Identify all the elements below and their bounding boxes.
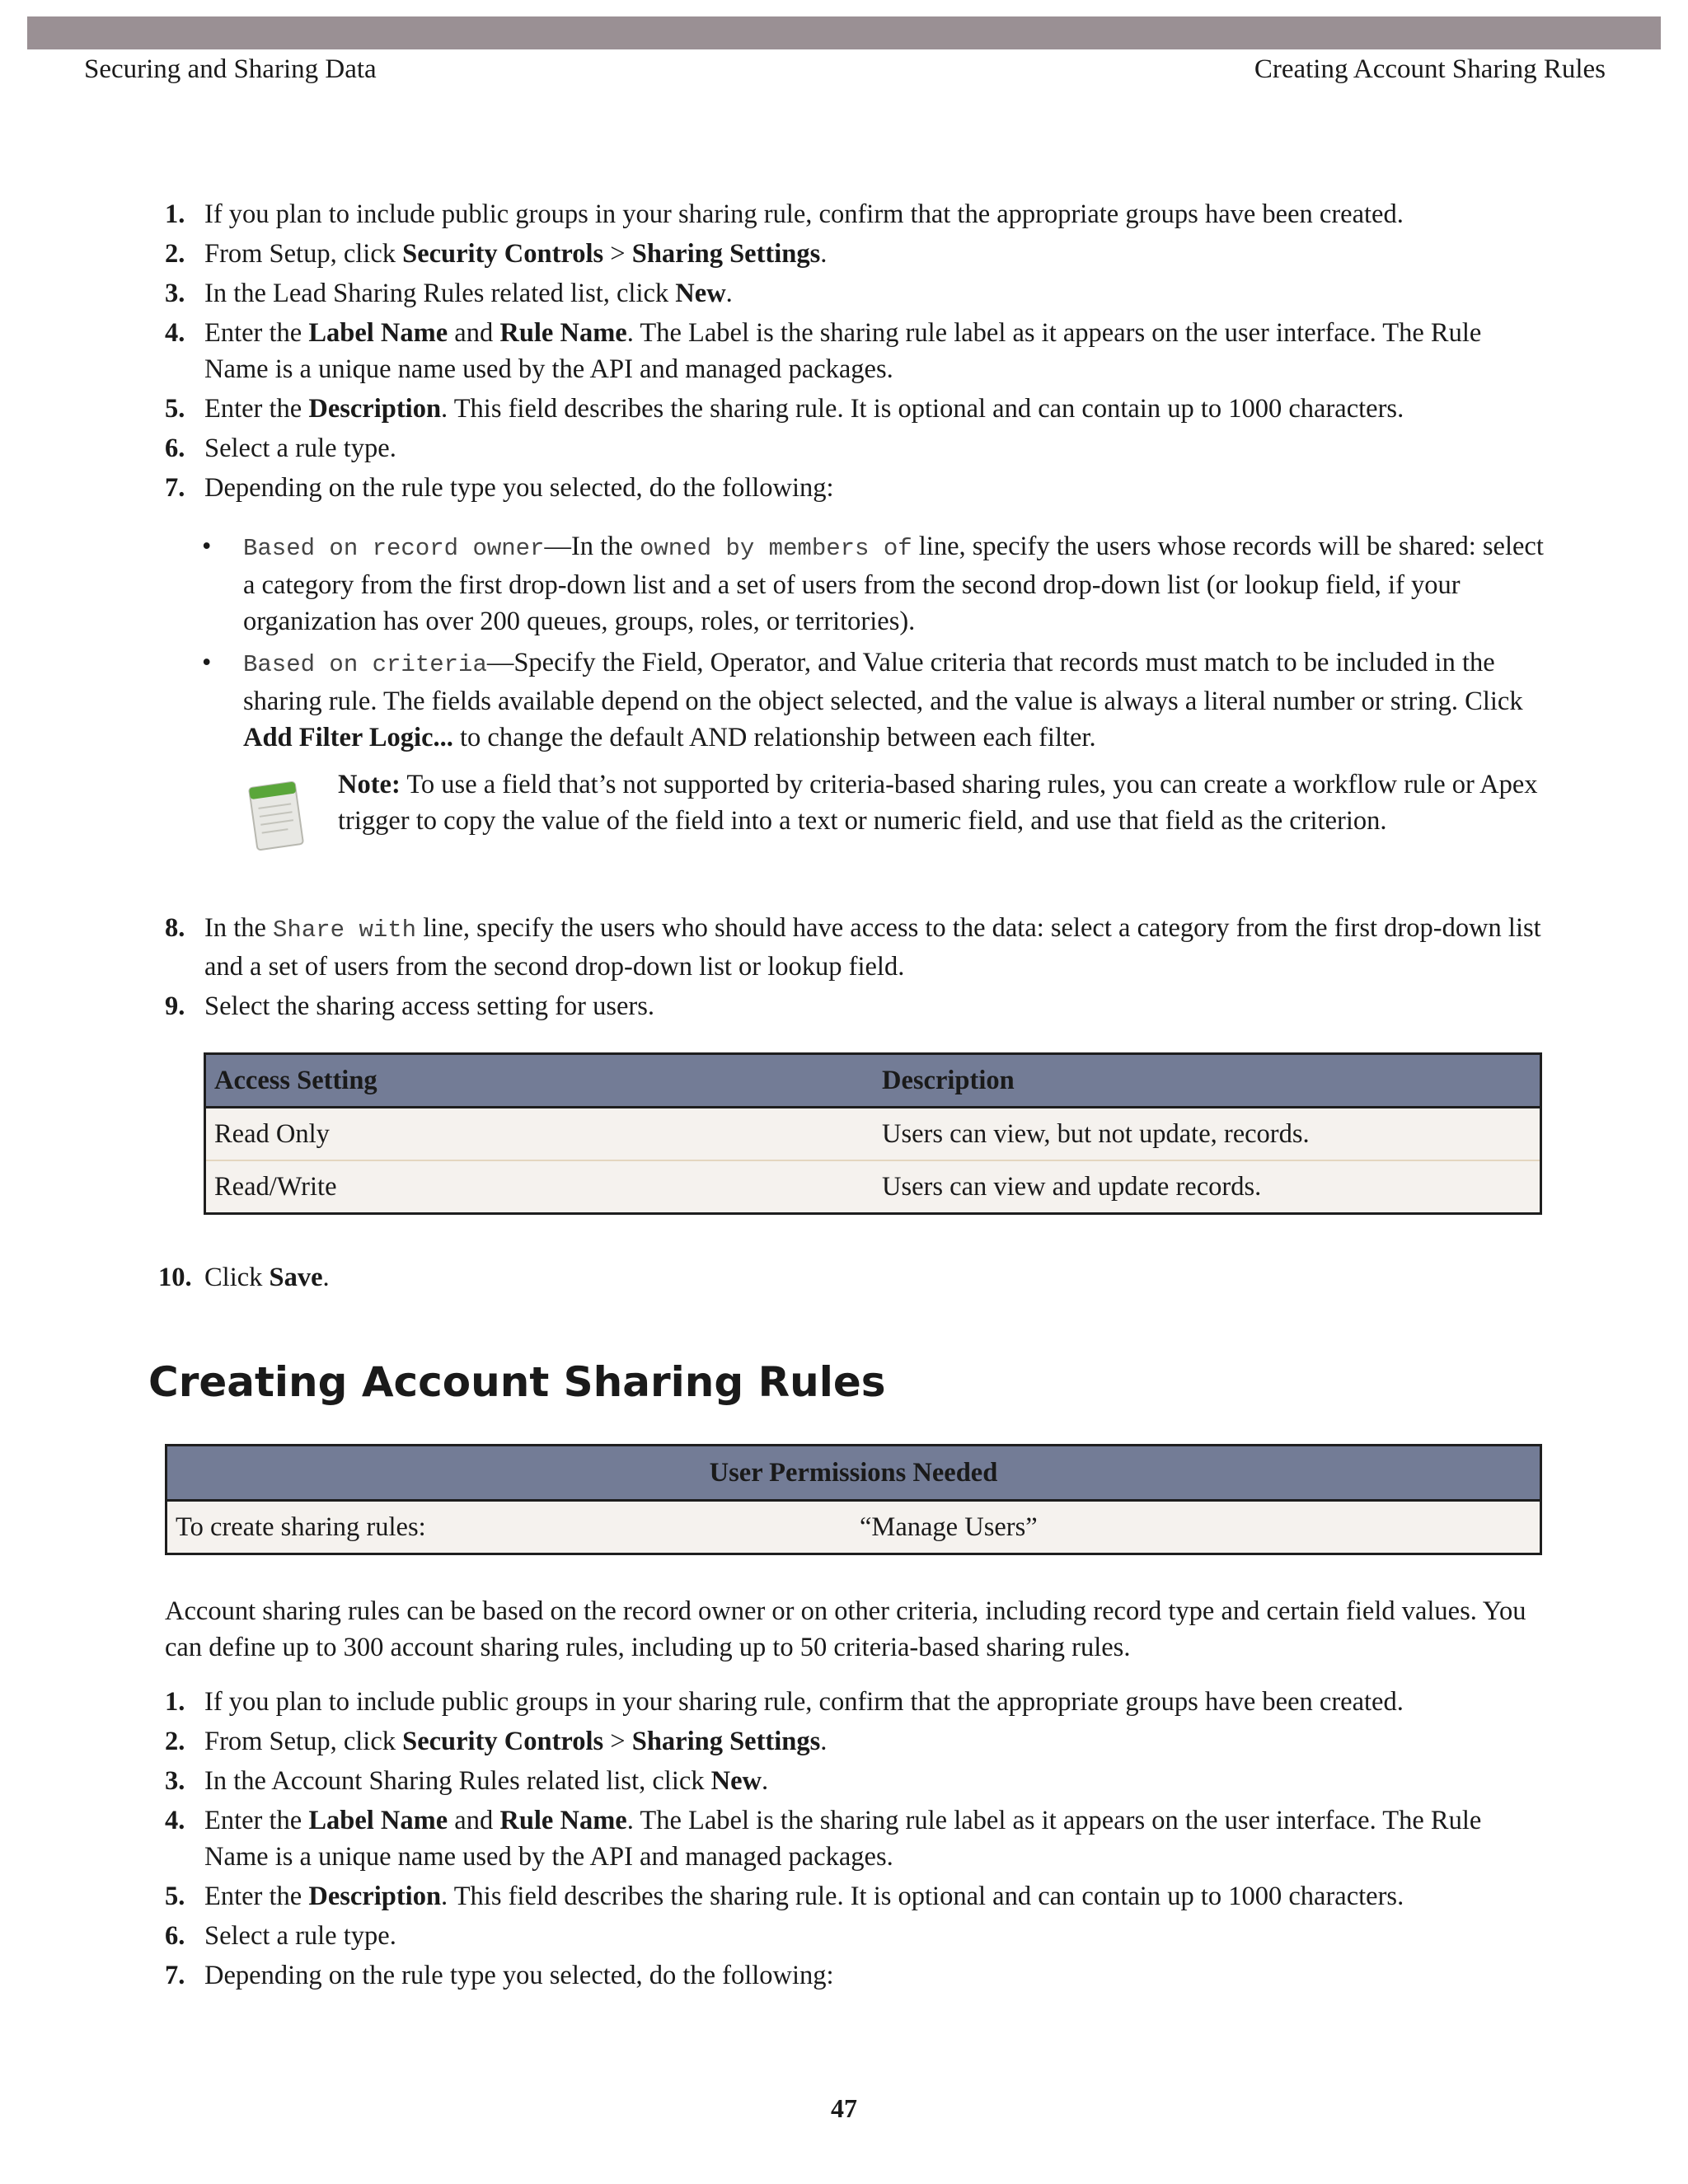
- intro-paragraph: Account sharing rules can be based on the record owner or on other criteria, including record type and certain field values. You can define up to 300 account sharing rules, including up to 50 criteria-based sharing rules.: [165, 1596, 1526, 1662]
- list-item: 2. From Setup, click Security Controls > Sharing Settings.: [165, 239, 828, 269]
- rule-type-bullets: [202, 528, 1554, 761]
- table-header-row: User Permissions Needed: [166, 1446, 1541, 1501]
- access-setting-table: [204, 1052, 1542, 1215]
- ui-new-button-ref: New: [675, 279, 726, 308]
- list-item: 6. Select a rule type.: [165, 434, 396, 463]
- lead-steps-list-final: [158, 1259, 1550, 1299]
- table-row: Read Only Users can view, but not update, records.: [205, 1108, 1541, 1161]
- list-item: 1. If you plan to include public groups in your sharing rule, confirm that the appropriate groups have been created.: [165, 1687, 1404, 1717]
- ui-path-sharing-settings: Sharing Settings: [631, 239, 821, 269]
- list-item: 7. Depending on the rule type you selected, do the following:: [165, 1961, 834, 1990]
- user-permissions-table: [165, 1444, 1542, 1555]
- lead-steps-list-cont: [165, 910, 1550, 1028]
- table-header-row: Access Setting Description: [205, 1054, 1541, 1108]
- account-steps-list: [165, 1684, 1550, 1997]
- list-item: 4. Enter the Label Name and Rule Name. The Label is the sharing rule label as it appears on the user interface. The Rule Name is a unique name used by the API and managed packages.: [165, 318, 1482, 384]
- list-item: 3. In the Account Sharing Rules related list, click New.: [165, 1766, 769, 1796]
- list-item: 7. Depending on the rule type you selected, do the following:: [165, 473, 834, 503]
- list-item: 10. Click Save.: [158, 1263, 330, 1292]
- list-item: 6. Select a rule type.: [165, 1921, 396, 1951]
- header-bar: [27, 16, 1661, 49]
- note-text: Note: To use a field that’s not supported by criteria-based sharing rules, you can create a workflow rule or Apex trigger to copy the value of the field into a text or numeric field, and use that field as the criterion.: [338, 770, 1538, 836]
- running-header-left: Securing and Sharing Data: [84, 54, 377, 84]
- list-item: 8. In the Share with line, specify the users who should have access to the data: select a category from the first drop-down list and a set of users from the second drop-down list or lookup field.: [165, 913, 1541, 982]
- running-header-right: Creating Account Sharing Rules: [1254, 54, 1606, 84]
- list-item: 3. In the Lead Sharing Rules related list, click New.: [165, 279, 733, 308]
- page-number: 47: [831, 2093, 857, 2123]
- ui-path-security-controls: Security Controls: [402, 239, 604, 269]
- list-item: 4. Enter the Label Name and Rule Name. The Label is the sharing rule label as it appears on the user interface. The Rule Name is a unique name used by the API and managed packages.: [165, 1806, 1482, 1872]
- list-item: • Based on criteria—Specify the Field, Operator, and Value criteria that records must match to be included in the sharing rule. The fields available depend on the object selected, and the value is always a literal number or string. Click Add Filter Logic... to change the default AND relationship between each filter.: [202, 648, 1523, 752]
- list-item: 9. Select the sharing access setting for users.: [165, 991, 655, 1021]
- list-item: 5. Enter the Description. This field describes the sharing rule. It is optional and can contain up to 1000 characters.: [165, 1882, 1404, 1911]
- list-item: 5. Enter the Description. This field describes the sharing rule. It is optional and can contain up to 1000 characters.: [165, 394, 1404, 424]
- table-row: Read/Write Users can view and update records.: [205, 1160, 1541, 1214]
- list-item: 2. From Setup, click Security Controls > Sharing Settings.: [165, 1727, 828, 1756]
- list-item: • Based on record owner—In the owned by members of line, specify the users whose records will be shared: select a category from the first drop-down list and a set of users from the second drop-down list (or lookup field, if your organization has over 200 queues, groups, roles, or territories).: [202, 532, 1544, 636]
- table-row: To create sharing rules: “Manage Users”: [166, 1501, 1541, 1554]
- note-icon: [243, 776, 309, 855]
- section-title: Creating Account Sharing Rules: [148, 1358, 886, 1406]
- list-item: 1. If you plan to include public groups in your sharing rule, confirm that the appropriate groups have been created.: [165, 199, 1404, 229]
- lead-steps-list: [165, 196, 1550, 509]
